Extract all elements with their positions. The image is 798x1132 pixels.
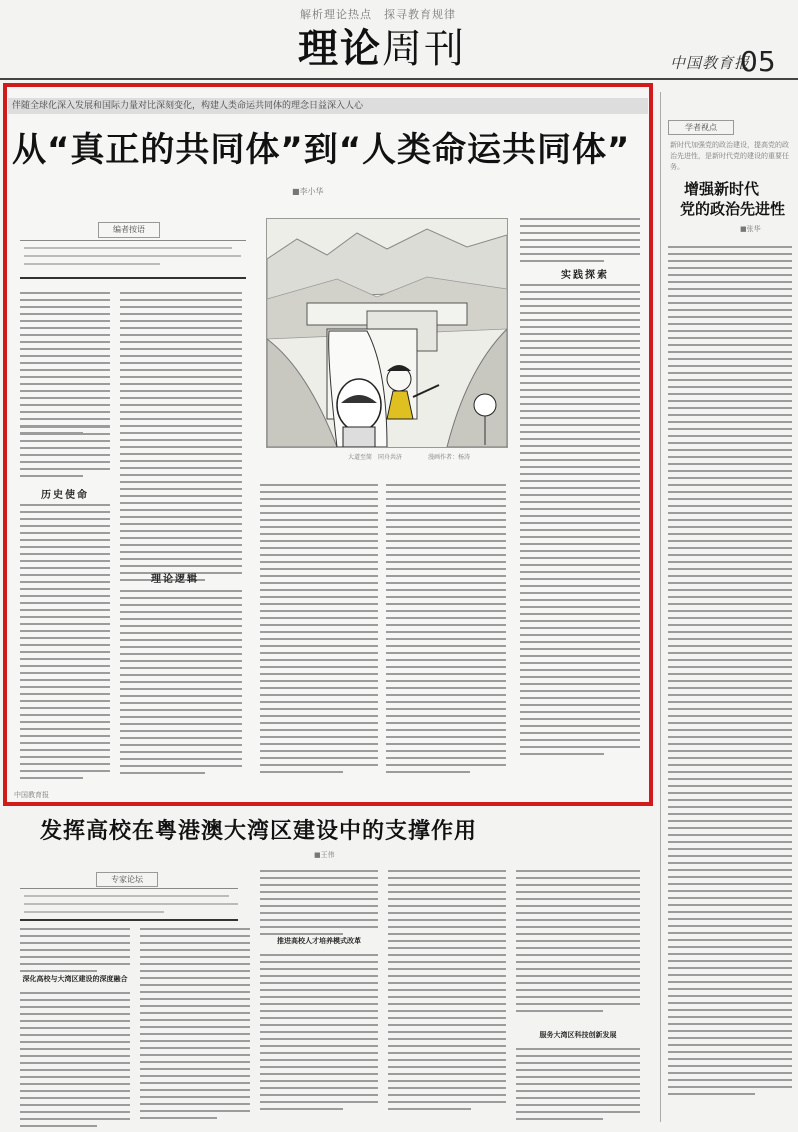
masthead-rule: [0, 78, 798, 80]
text-block: [516, 1048, 640, 1125]
text-block: [516, 870, 640, 1017]
second-article-byline: ■王伟: [314, 851, 335, 859]
illustration-caption: 大道至简 同舟共济: [348, 454, 403, 461]
article-headline[interactable]: 从“真正的共同体”到“人类命运共同体”: [12, 130, 631, 170]
text-block: [20, 928, 130, 977]
text-block: [388, 870, 506, 1115]
paper-name: 中国教育报: [670, 54, 751, 72]
article-byline: ■李小华: [292, 187, 324, 196]
page-number: 05: [740, 45, 776, 78]
article-subhead: 实践探索: [561, 270, 609, 281]
text-block: [520, 218, 640, 267]
text-block: [260, 870, 378, 940]
second-article-subhead: 推进高校人才培养模式改革: [277, 936, 361, 945]
editor-note-tag: 编者按语: [98, 222, 160, 238]
section-title: [298, 26, 466, 72]
text-block: [260, 484, 378, 778]
illustration-credit: 漫画作者：杨涛: [428, 454, 471, 461]
cartoon-train-image: [267, 219, 507, 447]
text-block: [520, 284, 640, 760]
right-column-tag: 学者视点: [668, 120, 734, 135]
second-article-subhead: 服务大湾区科技创新发展: [539, 1030, 617, 1039]
second-article-abstract: [20, 888, 238, 921]
right-column-title-line2[interactable]: 党的政治先进性: [680, 200, 786, 218]
section-title-thin: 周刊: [382, 26, 466, 72]
second-article-headline[interactable]: 发挥高校在粤港澳大湾区建设中的支撑作用: [40, 818, 478, 844]
second-article-subhead: 深化高校与大湾区建设的深度融合: [22, 974, 128, 983]
text-block: [120, 292, 242, 586]
right-column-byline: ■张华: [740, 225, 761, 233]
text-block: [20, 426, 110, 482]
text-block: [260, 954, 378, 1115]
second-article-tag: 专家论坛: [96, 872, 158, 887]
right-column-intro: 新时代加强党的政治建设，提高党的政治先进性，是新时代党的建设的重要任务。: [670, 141, 789, 171]
text-block: [668, 246, 792, 1100]
article-subhead: 理论逻辑: [151, 574, 199, 585]
text-block: [20, 992, 130, 1132]
article-illustration: [266, 218, 508, 448]
text-block: [140, 928, 250, 1124]
column-divider: [660, 92, 661, 1122]
right-column-title-line1[interactable]: 增强新时代: [684, 180, 760, 198]
text-block: [20, 504, 110, 784]
text-block: [386, 484, 506, 778]
section-title-bold: 理论: [298, 25, 382, 72]
article-footer-tag: 中国教育报: [14, 791, 49, 799]
article-abstract: [20, 240, 246, 279]
text-block: [120, 590, 242, 779]
article-subhead: 历史使命: [41, 490, 89, 501]
article-kicker: 伴随全球化深入发展和国际力量对比深刻变化，构建人类命运共同体的理念日益深入人心: [8, 98, 648, 114]
masthead-slogan: 解析理论热点 探寻教育规律: [300, 8, 456, 21]
text-block: [20, 292, 110, 439]
